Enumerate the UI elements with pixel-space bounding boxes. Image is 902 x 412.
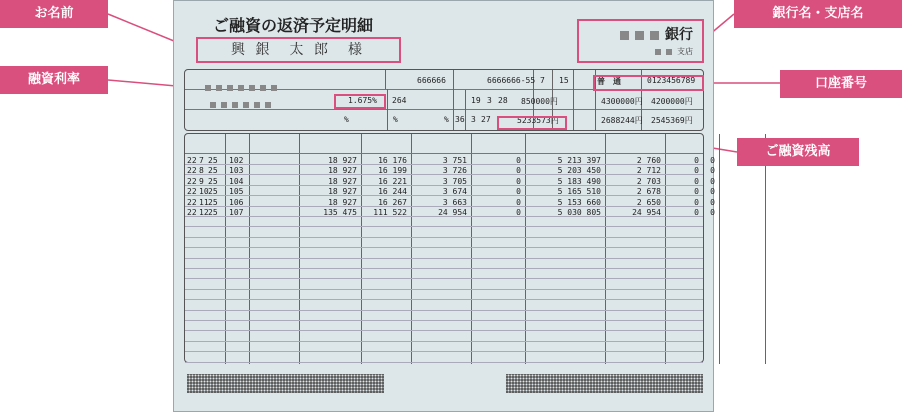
divider: [465, 90, 466, 130]
account-type: 普 通: [597, 77, 621, 86]
masked-char: [260, 85, 266, 91]
schedule-cell: 5 165 510: [557, 187, 601, 197]
schedule-cell: 25: [208, 187, 218, 197]
schedule-cell: 107: [229, 208, 244, 217]
masked-char: [221, 102, 227, 108]
column-divider: [719, 134, 720, 364]
r2-date-m: 3: [487, 96, 492, 105]
schedule-cell: 25: [208, 197, 218, 207]
schedule-cell: 2 703: [636, 176, 661, 186]
schedule-cell: 16 267: [378, 197, 407, 207]
schedule-cell: 0: [710, 187, 715, 197]
divider: [385, 70, 386, 89]
schedule-cell: 0: [516, 156, 521, 165]
row-divider: [185, 237, 703, 238]
statement-title: ご融資の返済予定明細: [213, 16, 374, 35]
masked-char: [238, 85, 244, 91]
schedule-cell: 11: [199, 197, 209, 207]
schedule-cell: 22: [187, 166, 197, 176]
schedule-cell: 0: [516, 197, 521, 207]
schedule-cell: 105: [229, 187, 244, 197]
row-divider: [185, 268, 703, 269]
row-divider: [185, 310, 703, 311]
branch-label: 支店: [677, 47, 693, 56]
schedule-cell: 0: [516, 176, 521, 186]
row-divider: [185, 226, 703, 227]
schedule-cell: 22: [187, 187, 197, 197]
row-divider: [185, 299, 703, 300]
masked-char: [271, 85, 277, 91]
schedule-cell: 2 712: [636, 166, 661, 176]
schedule-cell: 0: [694, 208, 699, 217]
schedule-cell: 0: [694, 166, 699, 176]
divider: [573, 70, 574, 130]
r3-amount-2: 2688244円: [601, 116, 643, 125]
schedule-cell: 22: [187, 176, 197, 186]
pct-2: %: [393, 115, 398, 124]
schedule-cell: 0: [710, 176, 715, 186]
schedule-cell: 9: [199, 176, 204, 186]
schedule-cell: 2 760: [636, 156, 661, 165]
schedule-cell: 22: [187, 156, 197, 165]
masked-char: [205, 85, 211, 91]
schedule-cell: 104: [229, 176, 244, 186]
code-3a: 7: [540, 76, 545, 85]
schedule-cell: 0: [516, 187, 521, 197]
schedule-cell: 8: [199, 166, 204, 176]
row-divider: [185, 330, 703, 331]
schedule-cell: 18 927: [328, 156, 357, 165]
schedule-cell: 16 244: [378, 187, 407, 197]
term-count: 264: [392, 96, 407, 105]
r2-date-y: 19: [471, 96, 481, 105]
schedule-cell: 10: [199, 187, 209, 197]
masked-char: [265, 102, 271, 108]
highlight-account-number: [593, 75, 704, 91]
schedule-cell: 0: [710, 166, 715, 176]
r2-amount-2: 4300000円: [601, 97, 643, 106]
callout-bank-branch: 銀行名・支店名: [734, 0, 902, 28]
pct-3: %: [444, 115, 449, 124]
masked-char: [232, 102, 238, 108]
highlight-loan-balance: [497, 116, 567, 130]
row-divider: [185, 341, 703, 342]
row-divider: [185, 289, 703, 290]
schedule-cell: 0: [710, 156, 715, 165]
r3-date-d: 27: [481, 115, 491, 124]
schedule-cell: 12: [199, 208, 209, 217]
interest-rate: 1.675%: [348, 96, 377, 105]
schedule-cell: 18 927: [328, 176, 357, 186]
schedule-cell: 16 221: [378, 176, 407, 186]
loan-balance: 5233573円: [517, 116, 559, 125]
schedule-cell: 25: [208, 176, 218, 186]
schedule-cell: 24 954: [438, 208, 467, 217]
pct-1: %: [344, 115, 349, 124]
schedule-cell: 25: [208, 166, 218, 176]
schedule-cell: 5 203 450: [557, 166, 601, 176]
schedule-cell: 3 751: [442, 156, 467, 165]
callout-name: お名前: [0, 0, 108, 28]
schedule-cell: 0: [710, 208, 715, 217]
row-divider: [185, 320, 703, 321]
schedule-cell: 5 183 490: [557, 176, 601, 186]
schedule-cell: 5 153 660: [557, 197, 601, 207]
highlight-interest-rate: [334, 94, 386, 109]
schedule-cell: 18 927: [328, 166, 357, 176]
schedule-cell: 2 650: [636, 197, 661, 207]
customer-name: 興 銀 太 郎 様: [231, 42, 365, 58]
schedule-cell: 2 678: [636, 187, 661, 197]
schedule-cell: 25: [208, 156, 218, 165]
schedule-cell: 0: [516, 208, 521, 217]
schedule-cell: 0: [694, 156, 699, 165]
callout-account-number: 口座番号: [780, 70, 902, 98]
r3-date-m: 3: [471, 115, 476, 124]
highlight-name: [196, 37, 401, 63]
schedule-cell: 3 674: [442, 187, 467, 197]
repayment-schedule-table: [184, 133, 715, 363]
r2-amount-1: 850000円: [521, 97, 558, 106]
masked-char: [210, 102, 216, 108]
schedule-cell: 18 927: [328, 187, 357, 197]
schedule-cell: 7: [199, 156, 204, 165]
masked-char: [227, 85, 233, 91]
divider: [387, 89, 388, 130]
schedule-cell: 18 927: [328, 197, 357, 207]
masked-char: [254, 102, 260, 108]
masked-char: [216, 85, 222, 91]
row-divider: [185, 258, 703, 259]
column-divider: [765, 134, 766, 364]
bank-name-text: 銀行: [665, 27, 693, 43]
schedule-cell: 16 176: [378, 156, 407, 165]
code-2: 6666666-55: [487, 76, 536, 85]
schedule-cell: 25: [208, 208, 218, 217]
schedule-cell: 3 663: [442, 197, 467, 207]
row-divider: [185, 247, 703, 248]
schedule-cell: 111 522: [373, 208, 407, 217]
r3-amount-3: 2545369円: [651, 116, 693, 125]
schedule-cell: 0: [516, 166, 521, 176]
r2-date-d: 28: [498, 96, 508, 105]
schedule-cell: 103: [229, 166, 244, 176]
schedule-cell: 22: [187, 197, 197, 207]
masked-header-label: [210, 94, 276, 113]
header-divider: [185, 153, 703, 154]
r3-date-y: 36: [455, 115, 465, 124]
schedule-cell: 24 954: [632, 208, 661, 217]
r2-amount-3: 4200000円: [651, 97, 693, 106]
masked-char: [243, 102, 249, 108]
code-1: 666666: [417, 76, 446, 85]
schedule-cell: 0: [694, 197, 699, 207]
schedule-cell: 16 199: [378, 166, 407, 176]
row-divider: [185, 362, 703, 363]
account-number: 0123456789: [647, 76, 696, 85]
masked-char: [249, 85, 255, 91]
callout-interest-rate: 融資利率: [0, 66, 108, 94]
schedule-cell: 5 213 397: [557, 156, 601, 165]
schedule-cell: 3 726: [442, 166, 467, 176]
schedule-cell: 3 705: [442, 176, 467, 186]
schedule-cell: 135 475: [323, 208, 357, 217]
schedule-cell: 0: [694, 187, 699, 197]
divider: [453, 70, 454, 130]
schedule-cell: 0: [694, 176, 699, 186]
schedule-cell: 22: [187, 208, 197, 217]
row-divider: [185, 351, 703, 352]
schedule-cell: 5 030 805: [557, 208, 601, 217]
row-divider: [185, 278, 703, 279]
schedule-cell: 0: [710, 197, 715, 207]
schedule-cell: 102: [229, 156, 244, 165]
callout-loan-balance: ご融資残高: [737, 138, 859, 166]
ocr-barcode-left: [187, 374, 384, 393]
code-3b: 15: [559, 76, 569, 85]
schedule-cell: 106: [229, 197, 244, 207]
highlight-bank: [577, 19, 704, 63]
ocr-barcode-right: [506, 374, 703, 393]
